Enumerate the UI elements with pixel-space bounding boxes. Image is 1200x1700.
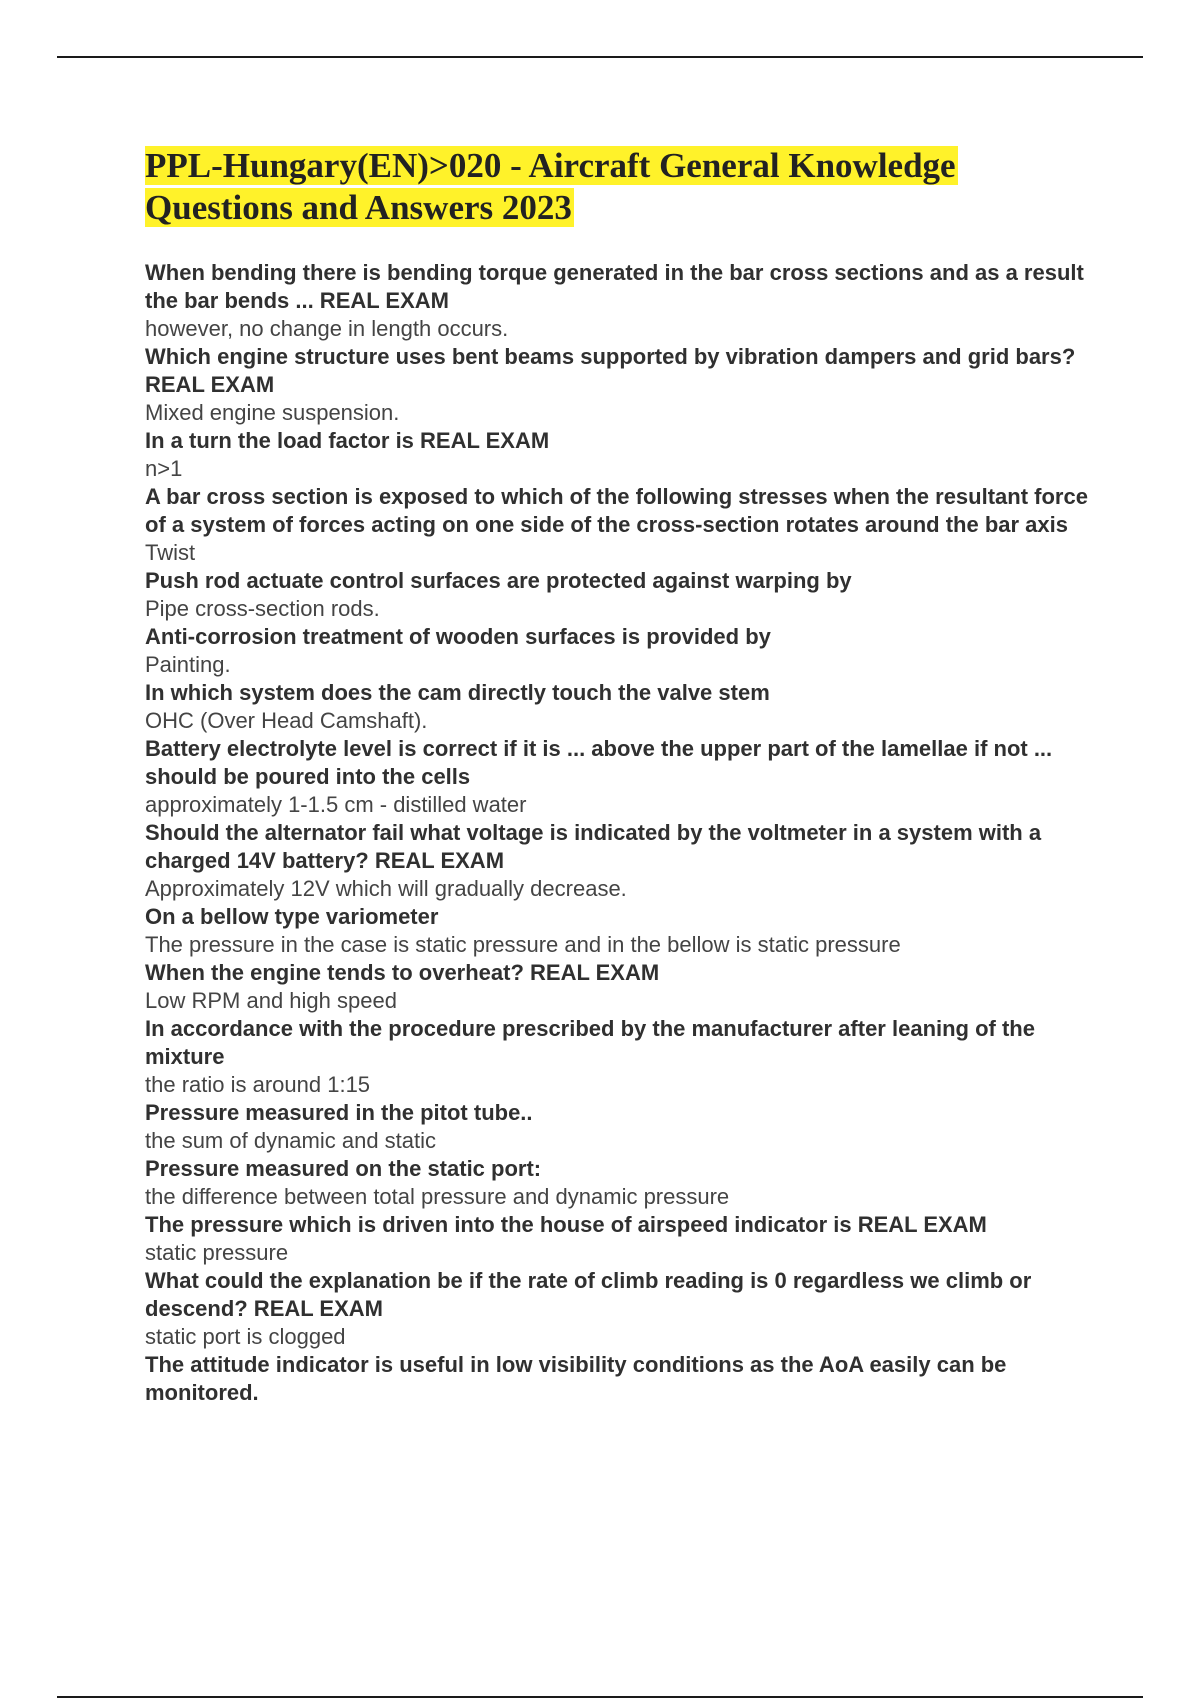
document-title-line-1: PPL-Hungary(EN)>020 - Aircraft General Knowledge	[145, 146, 956, 185]
question-text: When the engine tends to overheat? REAL EXAM	[145, 960, 660, 985]
answer-text: the ratio is around 1:15	[145, 1072, 371, 1097]
answer-text: OHC (Over Head Camshaft).	[145, 708, 428, 733]
answer-text: static pressure	[145, 1240, 289, 1265]
question-text: The attitude indicator is useful in low visibility conditions as the AoA easily can be monitored.	[145, 1352, 1007, 1405]
question-text: Anti-corrosion treatment of wooden surfaces is provided by	[145, 624, 771, 649]
question-text: When bending there is bending torque generated in the bar cross sections and as a result the bar bends ... REAL EXAM	[145, 260, 1084, 313]
answer-text: Pipe cross-section rods.	[145, 596, 380, 621]
footer-rule	[57, 1696, 1143, 1698]
answer-text: Painting.	[145, 652, 231, 677]
answer-text: Low RPM and high speed	[145, 988, 397, 1013]
qa-list	[145, 259, 1090, 1407]
question-text: In which system does the cam directly touch the valve stem	[145, 680, 770, 705]
header-rule	[57, 56, 1143, 58]
question-text: Battery electrolyte level is correct if it is ... above the upper part of the lamellae if not ... should be poured into the cells	[145, 736, 1053, 789]
answer-text: approximately 1-1.5 cm - distilled water	[145, 792, 527, 817]
document-title-line-2: Questions and Answers 2023	[145, 188, 572, 227]
question-text: In accordance with the procedure prescribed by the manufacturer after leaning of the mixture	[145, 1016, 1035, 1069]
question-text: Pressure measured in the pitot tube..	[145, 1100, 533, 1125]
question-text: Which engine structure uses bent beams supported by vibration dampers and grid bars? REAL EXAM	[145, 344, 1076, 397]
question-text: A bar cross section is exposed to which of the following stresses when the resultant force of a system of forces acting on one side of the cross-section rotates around the bar axis	[145, 484, 1088, 537]
question-text: On a bellow type variometer	[145, 904, 439, 929]
question-text: What could the explanation be if the rate of climb reading is 0 regardless we climb or descend? REAL EXAM	[145, 1268, 1032, 1321]
answer-text: the sum of dynamic and static	[145, 1128, 437, 1153]
question-text: Should the alternator fail what voltage is indicated by the voltmeter in a system with a charged 14V battery? REAL EXAM	[145, 820, 1042, 873]
question-text: Pressure measured on the static port:	[145, 1156, 542, 1181]
answer-text: The pressure in the case is static pressure and in the bellow is static pressure	[145, 932, 901, 957]
answer-text: Twist	[145, 540, 196, 565]
question-text: The pressure which is driven into the house of airspeed indicator is REAL EXAM	[145, 1212, 987, 1237]
answer-text: however, no change in length occurs.	[145, 316, 509, 341]
question-text: In a turn the load factor is REAL EXAM	[145, 428, 550, 453]
document-title	[145, 145, 1065, 229]
answer-text: the difference between total pressure and dynamic pressure	[145, 1184, 730, 1209]
question-text: Push rod actuate control surfaces are protected against warping by	[145, 568, 852, 593]
answer-text: Approximately 12V which will gradually decrease.	[145, 876, 627, 901]
answer-text: n>1	[145, 456, 183, 481]
answer-text: static port is clogged	[145, 1324, 346, 1349]
answer-text: Mixed engine suspension.	[145, 400, 400, 425]
